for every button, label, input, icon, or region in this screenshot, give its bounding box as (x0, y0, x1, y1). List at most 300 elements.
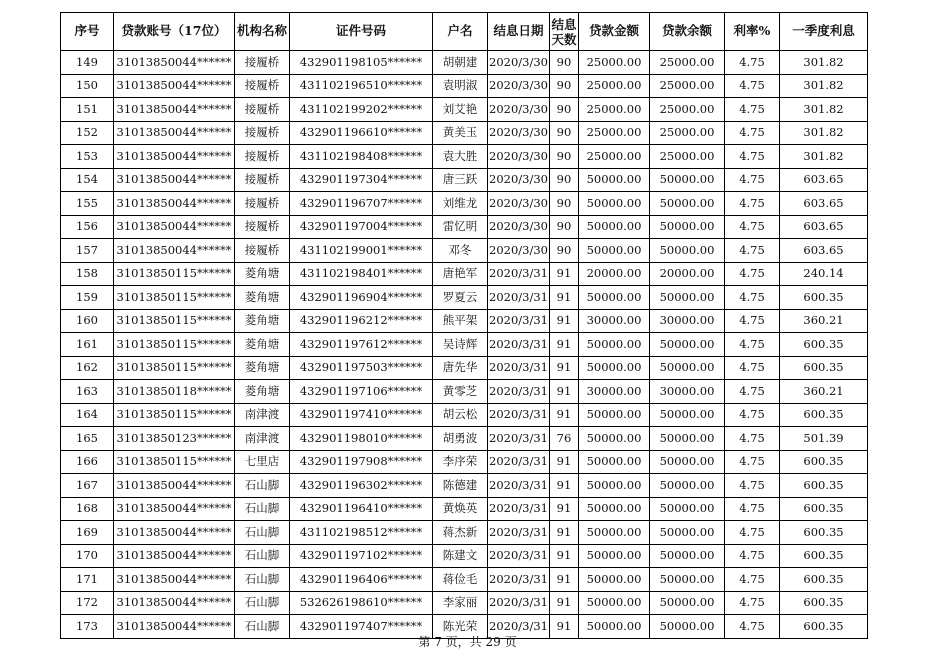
cell-id-number: 432901196406****** (290, 568, 433, 592)
cell-seq: 150 (61, 74, 114, 98)
cell-q1-interest: 301.82 (780, 98, 868, 122)
cell-loan-amount: 50000.00 (579, 544, 650, 568)
cell-branch: 接履桥 (235, 145, 290, 169)
cell-settle-date: 2020/3/31 (488, 286, 550, 310)
cell-settle-days: 91 (550, 497, 579, 521)
cell-rate: 4.75 (725, 215, 780, 239)
cell-branch: 菱角塘 (235, 309, 290, 333)
header-q1-interest: 一季度利息 (780, 13, 868, 51)
cell-branch: 接履桥 (235, 215, 290, 239)
cell-q1-interest: 360.21 (780, 380, 868, 404)
cell-settle-date: 2020/3/31 (488, 615, 550, 639)
cell-loan-amount: 25000.00 (579, 121, 650, 145)
cell-id-number: 431102198401****** (290, 262, 433, 286)
cell-q1-interest: 301.82 (780, 121, 868, 145)
cell-account-name: 刘艾艳 (433, 98, 488, 122)
cell-loan-balance: 25000.00 (650, 98, 725, 122)
header-account-name: 户名 (433, 13, 488, 51)
cell-loan-balance: 50000.00 (650, 474, 725, 498)
cell-account-name: 黄美玉 (433, 121, 488, 145)
cell-rate: 4.75 (725, 474, 780, 498)
cell-settle-date: 2020/3/31 (488, 497, 550, 521)
cell-rate: 4.75 (725, 521, 780, 545)
cell-loan-balance: 25000.00 (650, 121, 725, 145)
cell-q1-interest: 301.82 (780, 51, 868, 75)
table-row (61, 192, 868, 216)
cell-seq: 172 (61, 591, 114, 615)
cell-id-number: 431102198408****** (290, 145, 433, 169)
cell-q1-interest: 600.35 (780, 521, 868, 545)
cell-rate: 4.75 (725, 450, 780, 474)
cell-seq: 168 (61, 497, 114, 521)
cell-loan-amount: 50000.00 (579, 215, 650, 239)
cell-settle-date: 2020/3/31 (488, 450, 550, 474)
table-row (61, 403, 868, 427)
table-row (61, 145, 868, 169)
cell-loan-amount: 20000.00 (579, 262, 650, 286)
table-row (61, 239, 868, 263)
cell-account-name: 袁大胜 (433, 145, 488, 169)
cell-rate: 4.75 (725, 403, 780, 427)
cell-account: 31013850044****** (114, 239, 235, 263)
cell-account-name: 胡云松 (433, 403, 488, 427)
cell-q1-interest: 600.35 (780, 591, 868, 615)
cell-loan-balance: 50000.00 (650, 403, 725, 427)
cell-settle-days: 91 (550, 286, 579, 310)
cell-branch: 石山脚 (235, 474, 290, 498)
cell-rate: 4.75 (725, 356, 780, 380)
cell-id-number: 432901197106****** (290, 380, 433, 404)
page-footer: 第 7 页，共 29 页 (418, 635, 517, 649)
cell-account: 31013850044****** (114, 591, 235, 615)
cell-account: 31013850115****** (114, 333, 235, 357)
cell-account: 31013850115****** (114, 403, 235, 427)
cell-branch: 菱角塘 (235, 356, 290, 380)
cell-rate: 4.75 (725, 568, 780, 592)
cell-loan-balance: 50000.00 (650, 521, 725, 545)
cell-id-number: 432901196707****** (290, 192, 433, 216)
cell-settle-date: 2020/3/30 (488, 239, 550, 263)
cell-id-number: 432901196410****** (290, 497, 433, 521)
cell-settle-days: 91 (550, 333, 579, 357)
cell-settle-days: 91 (550, 309, 579, 333)
cell-loan-amount: 25000.00 (579, 145, 650, 169)
cell-id-number: 432901196610****** (290, 121, 433, 145)
header-id-number: 证件号码 (290, 13, 433, 51)
cell-branch: 菱角塘 (235, 333, 290, 357)
cell-id-number: 432901196212****** (290, 309, 433, 333)
cell-account-name: 刘维龙 (433, 192, 488, 216)
cell-seq: 170 (61, 544, 114, 568)
header-branch: 机构名称 (235, 13, 290, 51)
cell-loan-amount: 25000.00 (579, 98, 650, 122)
cell-rate: 4.75 (725, 98, 780, 122)
cell-settle-date: 2020/3/30 (488, 51, 550, 75)
cell-rate: 4.75 (725, 333, 780, 357)
cell-loan-balance: 50000.00 (650, 215, 725, 239)
header-rate: 利率% (725, 13, 780, 51)
cell-settle-date: 2020/3/31 (488, 356, 550, 380)
cell-seq: 167 (61, 474, 114, 498)
cell-settle-days: 91 (550, 521, 579, 545)
cell-account: 31013850115****** (114, 309, 235, 333)
cell-settle-date: 2020/3/31 (488, 262, 550, 286)
cell-loan-amount: 30000.00 (579, 380, 650, 404)
cell-settle-days: 90 (550, 145, 579, 169)
table-row (61, 98, 868, 122)
cell-settle-days: 91 (550, 380, 579, 404)
cell-loan-amount: 30000.00 (579, 309, 650, 333)
cell-branch: 菱角塘 (235, 380, 290, 404)
cell-account-name: 陈光荣 (433, 615, 488, 639)
cell-loan-balance: 20000.00 (650, 262, 725, 286)
cell-q1-interest: 600.35 (780, 450, 868, 474)
cell-loan-balance: 25000.00 (650, 51, 725, 75)
cell-branch: 接履桥 (235, 121, 290, 145)
header-loan-amount: 贷款金额 (579, 13, 650, 51)
cell-q1-interest: 600.35 (780, 568, 868, 592)
cell-rate: 4.75 (725, 51, 780, 75)
cell-loan-balance: 25000.00 (650, 145, 725, 169)
cell-rate: 4.75 (725, 262, 780, 286)
cell-account: 31013850044****** (114, 544, 235, 568)
cell-rate: 4.75 (725, 309, 780, 333)
cell-settle-days: 91 (550, 403, 579, 427)
cell-account: 31013850123****** (114, 427, 235, 451)
cell-seq: 149 (61, 51, 114, 75)
cell-account: 31013850044****** (114, 568, 235, 592)
table-row (61, 121, 868, 145)
cell-loan-amount: 50000.00 (579, 615, 650, 639)
cell-loan-balance: 50000.00 (650, 356, 725, 380)
cell-settle-date: 2020/3/30 (488, 192, 550, 216)
cell-branch: 菱角塘 (235, 286, 290, 310)
table-row (61, 168, 868, 192)
cell-settle-days: 91 (550, 591, 579, 615)
cell-seq: 155 (61, 192, 114, 216)
cell-rate: 4.75 (725, 74, 780, 98)
cell-rate: 4.75 (725, 591, 780, 615)
table-row (61, 333, 868, 357)
cell-rate: 4.75 (725, 427, 780, 451)
cell-loan-amount: 25000.00 (579, 51, 650, 75)
cell-seq: 171 (61, 568, 114, 592)
cell-id-number: 432901197102****** (290, 544, 433, 568)
cell-branch: 接履桥 (235, 74, 290, 98)
table-row (61, 380, 868, 404)
cell-id-number: 432901198105****** (290, 51, 433, 75)
cell-account-name: 李序荣 (433, 450, 488, 474)
cell-seq: 162 (61, 356, 114, 380)
cell-settle-days: 76 (550, 427, 579, 451)
cell-loan-amount: 50000.00 (579, 286, 650, 310)
table-header-row (61, 13, 868, 51)
cell-settle-days: 91 (550, 544, 579, 568)
cell-settle-date: 2020/3/30 (488, 121, 550, 145)
cell-account: 31013850115****** (114, 286, 235, 310)
cell-settle-date: 2020/3/30 (488, 74, 550, 98)
cell-rate: 4.75 (725, 168, 780, 192)
cell-seq: 154 (61, 168, 114, 192)
cell-account-name: 熊平架 (433, 309, 488, 333)
header-seq: 序号 (61, 13, 114, 51)
cell-settle-date: 2020/3/31 (488, 568, 550, 592)
cell-account-name: 胡勇波 (433, 427, 488, 451)
cell-branch: 接履桥 (235, 239, 290, 263)
cell-seq: 157 (61, 239, 114, 263)
cell-branch: 南津渡 (235, 403, 290, 427)
cell-branch: 石山脚 (235, 497, 290, 521)
table-row (61, 356, 868, 380)
header-settle-days-line1: 结息 (551, 16, 577, 32)
cell-id-number: 432901198010****** (290, 427, 433, 451)
cell-account: 31013850044****** (114, 168, 235, 192)
cell-settle-date: 2020/3/31 (488, 591, 550, 615)
cell-account-name: 邓冬 (433, 239, 488, 263)
cell-account-name: 唐三跃 (433, 168, 488, 192)
cell-settle-date: 2020/3/31 (488, 403, 550, 427)
cell-loan-amount: 50000.00 (579, 521, 650, 545)
cell-q1-interest: 301.82 (780, 74, 868, 98)
table-row (61, 309, 868, 333)
cell-q1-interest: 600.35 (780, 474, 868, 498)
cell-account-name: 李家丽 (433, 591, 488, 615)
cell-account-name: 陈建文 (433, 544, 488, 568)
cell-settle-date: 2020/3/31 (488, 544, 550, 568)
cell-branch: 石山脚 (235, 521, 290, 545)
cell-rate: 4.75 (725, 286, 780, 310)
cell-settle-date: 2020/3/31 (488, 474, 550, 498)
cell-branch: 接履桥 (235, 168, 290, 192)
cell-q1-interest: 600.35 (780, 403, 868, 427)
cell-branch: 菱角塘 (235, 262, 290, 286)
cell-seq: 159 (61, 286, 114, 310)
cell-account-name: 黄焕英 (433, 497, 488, 521)
cell-id-number: 432901197407****** (290, 615, 433, 639)
cell-branch: 石山脚 (235, 615, 290, 639)
cell-loan-amount: 50000.00 (579, 239, 650, 263)
cell-account: 31013850118****** (114, 380, 235, 404)
cell-seq: 164 (61, 403, 114, 427)
cell-loan-balance: 50000.00 (650, 427, 725, 451)
table-body (61, 51, 868, 639)
cell-id-number: 432901197612****** (290, 333, 433, 357)
cell-q1-interest: 600.35 (780, 333, 868, 357)
cell-q1-interest: 360.21 (780, 309, 868, 333)
cell-q1-interest: 240.14 (780, 262, 868, 286)
cell-loan-balance: 50000.00 (650, 333, 725, 357)
cell-branch: 接履桥 (235, 51, 290, 75)
cell-id-number: 532626198610****** (290, 591, 433, 615)
cell-settle-date: 2020/3/31 (488, 333, 550, 357)
cell-account-name: 胡朝建 (433, 51, 488, 75)
header-settle-date: 结息日期 (488, 13, 550, 51)
cell-loan-balance: 50000.00 (650, 450, 725, 474)
table-row (61, 286, 868, 310)
cell-q1-interest: 603.65 (780, 168, 868, 192)
table-row (61, 521, 868, 545)
cell-settle-date: 2020/3/31 (488, 309, 550, 333)
cell-account: 31013850044****** (114, 521, 235, 545)
cell-loan-amount: 50000.00 (579, 427, 650, 451)
cell-settle-date: 2020/3/30 (488, 168, 550, 192)
cell-account-name: 袁明淑 (433, 74, 488, 98)
cell-account-name: 黄零芝 (433, 380, 488, 404)
cell-settle-days: 90 (550, 74, 579, 98)
cell-settle-days: 90 (550, 215, 579, 239)
cell-id-number: 432901197304****** (290, 168, 433, 192)
cell-seq: 163 (61, 380, 114, 404)
cell-loan-balance: 50000.00 (650, 591, 725, 615)
cell-account: 31013850044****** (114, 121, 235, 145)
cell-loan-balance: 50000.00 (650, 192, 725, 216)
cell-loan-balance: 50000.00 (650, 239, 725, 263)
cell-loan-amount: 50000.00 (579, 168, 650, 192)
cell-branch: 接履桥 (235, 192, 290, 216)
cell-account-name: 蒋杰新 (433, 521, 488, 545)
cell-settle-date: 2020/3/31 (488, 521, 550, 545)
table-row (61, 497, 868, 521)
cell-loan-amount: 50000.00 (579, 403, 650, 427)
header-settle-days (550, 13, 579, 51)
cell-q1-interest: 603.65 (780, 192, 868, 216)
cell-rate: 4.75 (725, 380, 780, 404)
cell-loan-balance: 30000.00 (650, 380, 725, 404)
cell-loan-amount: 50000.00 (579, 591, 650, 615)
cell-q1-interest: 603.65 (780, 215, 868, 239)
cell-rate: 4.75 (725, 615, 780, 639)
cell-account-name: 唐艳军 (433, 262, 488, 286)
cell-loan-amount: 25000.00 (579, 74, 650, 98)
header-account: 贷款账号（17位） (114, 13, 235, 51)
table-row (61, 74, 868, 98)
cell-loan-amount: 50000.00 (579, 497, 650, 521)
cell-loan-amount: 50000.00 (579, 333, 650, 357)
cell-id-number: 432901196904****** (290, 286, 433, 310)
cell-loan-amount: 50000.00 (579, 356, 650, 380)
cell-seq: 158 (61, 262, 114, 286)
cell-loan-balance: 50000.00 (650, 615, 725, 639)
cell-id-number: 431102196510****** (290, 74, 433, 98)
cell-settle-days: 91 (550, 262, 579, 286)
cell-loan-balance: 50000.00 (650, 497, 725, 521)
cell-loan-balance: 50000.00 (650, 168, 725, 192)
loan-interest-table (60, 12, 868, 639)
cell-id-number: 431102198512****** (290, 521, 433, 545)
cell-q1-interest: 301.82 (780, 145, 868, 169)
cell-q1-interest: 600.35 (780, 497, 868, 521)
cell-q1-interest: 603.65 (780, 239, 868, 263)
cell-seq: 169 (61, 521, 114, 545)
cell-seq: 165 (61, 427, 114, 451)
cell-rate: 4.75 (725, 121, 780, 145)
cell-id-number: 431102199202****** (290, 98, 433, 122)
header-settle-days-line2: 天数 (551, 31, 577, 47)
cell-settle-days: 91 (550, 615, 579, 639)
cell-account-name: 雷忆明 (433, 215, 488, 239)
cell-account: 31013850044****** (114, 98, 235, 122)
cell-account: 31013850044****** (114, 474, 235, 498)
cell-account-name: 吴诗辉 (433, 333, 488, 357)
cell-loan-amount: 50000.00 (579, 474, 650, 498)
cell-loan-amount: 50000.00 (579, 568, 650, 592)
cell-seq: 161 (61, 333, 114, 357)
cell-settle-days: 91 (550, 474, 579, 498)
cell-settle-date: 2020/3/31 (488, 380, 550, 404)
cell-settle-days: 91 (550, 450, 579, 474)
cell-q1-interest: 600.35 (780, 615, 868, 639)
cell-account-name: 蒋俭毛 (433, 568, 488, 592)
cell-account: 31013850115****** (114, 356, 235, 380)
cell-account: 31013850044****** (114, 497, 235, 521)
cell-seq: 153 (61, 145, 114, 169)
cell-settle-days: 90 (550, 192, 579, 216)
cell-loan-balance: 50000.00 (650, 568, 725, 592)
cell-settle-days: 90 (550, 121, 579, 145)
cell-rate: 4.75 (725, 544, 780, 568)
cell-id-number: 432901197503****** (290, 356, 433, 380)
table-row (61, 591, 868, 615)
table-row (61, 450, 868, 474)
cell-settle-days: 91 (550, 356, 579, 380)
header-loan-balance: 贷款余额 (650, 13, 725, 51)
cell-q1-interest: 600.35 (780, 356, 868, 380)
cell-branch: 接履桥 (235, 98, 290, 122)
table-row (61, 568, 868, 592)
cell-settle-date: 2020/3/30 (488, 145, 550, 169)
cell-q1-interest: 600.35 (780, 286, 868, 310)
cell-seq: 166 (61, 450, 114, 474)
cell-branch: 石山脚 (235, 544, 290, 568)
table-row (61, 544, 868, 568)
cell-id-number: 432901197004****** (290, 215, 433, 239)
cell-account: 31013850044****** (114, 215, 235, 239)
cell-account-name: 唐先华 (433, 356, 488, 380)
cell-id-number: 432901196302****** (290, 474, 433, 498)
cell-account: 31013850044****** (114, 192, 235, 216)
cell-account-name: 陈德建 (433, 474, 488, 498)
cell-seq: 152 (61, 121, 114, 145)
cell-account-name: 罗夏云 (433, 286, 488, 310)
cell-rate: 4.75 (725, 497, 780, 521)
cell-loan-amount: 50000.00 (579, 192, 650, 216)
cell-loan-balance: 30000.00 (650, 309, 725, 333)
cell-account: 31013850115****** (114, 262, 235, 286)
cell-id-number: 432901197410****** (290, 403, 433, 427)
cell-account: 31013850044****** (114, 615, 235, 639)
table-row (61, 51, 868, 75)
cell-seq: 173 (61, 615, 114, 639)
cell-account: 31013850115****** (114, 450, 235, 474)
cell-settle-days: 90 (550, 51, 579, 75)
table-row (61, 262, 868, 286)
cell-branch: 石山脚 (235, 568, 290, 592)
cell-branch: 南津渡 (235, 427, 290, 451)
cell-seq: 156 (61, 215, 114, 239)
cell-rate: 4.75 (725, 145, 780, 169)
table-row (61, 474, 868, 498)
cell-branch: 石山脚 (235, 591, 290, 615)
cell-seq: 160 (61, 309, 114, 333)
cell-settle-date: 2020/3/30 (488, 215, 550, 239)
cell-settle-days: 90 (550, 168, 579, 192)
cell-account: 31013850044****** (114, 51, 235, 75)
cell-rate: 4.75 (725, 239, 780, 263)
cell-settle-date: 2020/3/31 (488, 427, 550, 451)
cell-account: 31013850044****** (114, 74, 235, 98)
cell-loan-amount: 50000.00 (579, 450, 650, 474)
cell-account: 31013850044****** (114, 145, 235, 169)
